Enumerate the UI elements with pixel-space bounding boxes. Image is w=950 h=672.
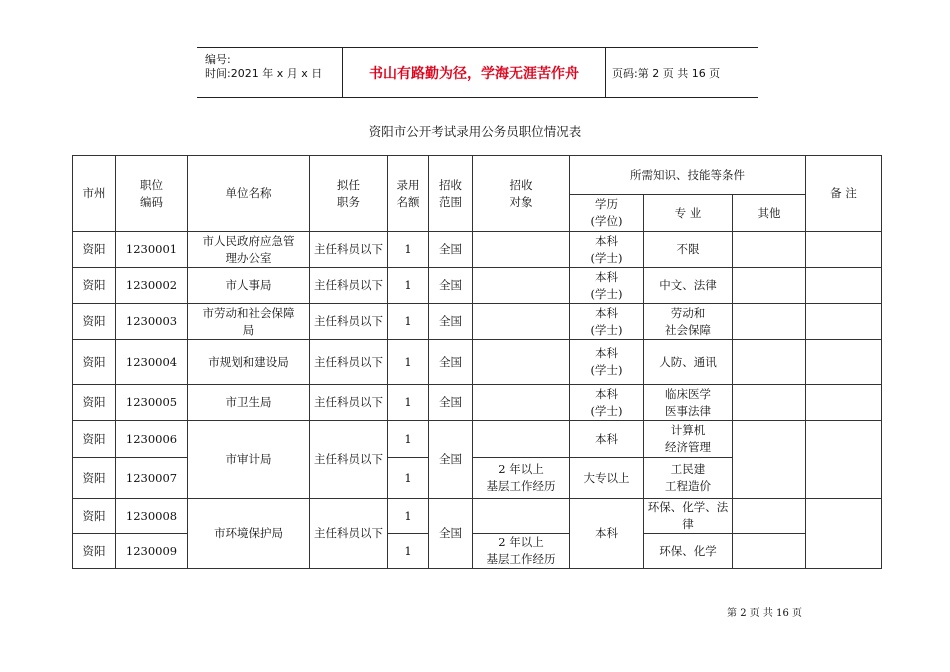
table-cell: 1230007 — [116, 458, 188, 499]
col-city: 市州 — [73, 156, 116, 232]
col-post: 拟任 职务 — [310, 156, 388, 232]
document-header — [197, 47, 758, 98]
table-cell: 1 — [388, 458, 429, 499]
table-cell: 人防、通讯 — [644, 340, 733, 385]
col-code: 职位 编码 — [116, 156, 188, 232]
table-row — [73, 499, 882, 534]
table-row — [73, 385, 882, 421]
table-cell: 全国 — [429, 268, 473, 304]
table-cell — [473, 304, 570, 340]
table-cell: 2 年以上 基层工作经历 — [473, 458, 570, 499]
table-row — [73, 340, 882, 385]
table-cell — [473, 268, 570, 304]
table-cell: 中文、法律 — [644, 268, 733, 304]
col-scope: 招收 范围 — [429, 156, 473, 232]
table-cell: 本科 (学士) — [570, 340, 644, 385]
table-cell: 资阳 — [73, 458, 116, 499]
table-cell: 1 — [388, 340, 429, 385]
table-cell: 资阳 — [73, 232, 116, 268]
table-cell — [733, 534, 806, 569]
table-cell: 主任科员以下 — [310, 421, 388, 499]
table-cell: 环保、化学 — [644, 534, 733, 569]
table-cell: 环保、化学、法律 — [644, 499, 733, 534]
table-cell: 临床医学 医事法律 — [644, 385, 733, 421]
page-info: 页码:第 2 页 共 16 页 — [612, 66, 721, 80]
col-remarks: 备 注 — [806, 156, 882, 232]
table-cell: 1230008 — [116, 499, 188, 534]
table-title: 资阳市公开考试录用公务员职位情况表 — [368, 124, 582, 139]
table-cell: 市人民政府应急管 理办公室 — [188, 232, 310, 268]
table-cell — [733, 268, 806, 304]
table-cell — [473, 499, 570, 534]
col-other: 其他 — [733, 195, 806, 232]
table-cell — [733, 421, 806, 499]
table-cell: 市环境保护局 — [188, 499, 310, 569]
table-cell: 1 — [388, 385, 429, 421]
table-cell — [733, 385, 806, 421]
table-cell: 全国 — [429, 421, 473, 499]
table-cell — [733, 304, 806, 340]
table-cell: 1 — [388, 232, 429, 268]
table-cell: 1230003 — [116, 304, 188, 340]
table-cell: 资阳 — [73, 499, 116, 534]
table-cell: 市人事局 — [188, 268, 310, 304]
col-major: 专 业 — [644, 195, 733, 232]
positions-table — [72, 155, 882, 569]
table-cell: 全国 — [429, 232, 473, 268]
table-cell: 1230001 — [116, 232, 188, 268]
table-cell: 本科 — [570, 421, 644, 458]
table-cell: 资阳 — [73, 304, 116, 340]
table-cell: 资阳 — [73, 385, 116, 421]
table-cell: 本科 (学士) — [570, 232, 644, 268]
table-cell — [806, 421, 882, 499]
time-label: 时间:2021 年 x 月 x 日 — [205, 67, 323, 80]
table-cell: 大专以上 — [570, 458, 644, 499]
table-cell — [733, 499, 806, 534]
table-cell: 1 — [388, 499, 429, 534]
table-cell: 计算机 经济管理 — [644, 421, 733, 458]
table-cell: 全国 — [429, 385, 473, 421]
table-cell: 本科 (学士) — [570, 268, 644, 304]
table-cell: 1230005 — [116, 385, 188, 421]
table-cell: 不限 — [644, 232, 733, 268]
table-cell — [473, 421, 570, 458]
table-cell: 主任科员以下 — [310, 304, 388, 340]
table-cell: 资阳 — [73, 268, 116, 304]
table-cell: 市审计局 — [188, 421, 310, 499]
table-cell: 1230006 — [116, 421, 188, 458]
table-cell: 市规划和建设局 — [188, 340, 310, 385]
table-cell — [733, 232, 806, 268]
table-cell: 资阳 — [73, 340, 116, 385]
table-cell — [473, 385, 570, 421]
table-row — [73, 304, 882, 340]
page-footer: 第 2 页 共 16 页 — [727, 608, 802, 619]
table-row — [73, 268, 882, 304]
table-cell: 主任科员以下 — [310, 499, 388, 569]
table-cell — [733, 340, 806, 385]
col-target: 招收 对象 — [473, 156, 570, 232]
table-cell: 资阳 — [73, 534, 116, 569]
table-cell: 1230009 — [116, 534, 188, 569]
col-conditions: 所需知识、技能等条件 — [570, 156, 806, 195]
table-cell — [806, 304, 882, 340]
col-quota: 录用 名额 — [388, 156, 429, 232]
table-cell: 主任科员以下 — [310, 268, 388, 304]
table-cell: 1 — [388, 421, 429, 458]
table-cell: 主任科员以下 — [310, 232, 388, 268]
table-cell: 劳动和 社会保障 — [644, 304, 733, 340]
col-unit: 单位名称 — [188, 156, 310, 232]
table-cell — [473, 232, 570, 268]
table-cell: 1 — [388, 534, 429, 569]
table-cell — [806, 340, 882, 385]
table-cell — [806, 268, 882, 304]
number-label: 编号: — [205, 53, 231, 66]
table-cell: 资阳 — [73, 421, 116, 458]
table-cell: 1 — [388, 304, 429, 340]
table-row — [73, 232, 882, 268]
table-cell: 主任科员以下 — [310, 385, 388, 421]
table-cell — [473, 340, 570, 385]
table-row — [73, 421, 882, 458]
table-cell — [806, 499, 882, 569]
table-cell: 1230004 — [116, 340, 188, 385]
table-cell: 全国 — [429, 304, 473, 340]
table-cell: 全国 — [429, 340, 473, 385]
table-cell: 市卫生局 — [188, 385, 310, 421]
motto: 书山有路勤为径，学海无涯苦作舟 — [343, 48, 606, 97]
header-meta — [197, 48, 343, 97]
table-cell: 1230002 — [116, 268, 188, 304]
table-cell: 本科 (学士) — [570, 385, 644, 421]
table-cell: 2 年以上 基层工作经历 — [473, 534, 570, 569]
table-cell: 本科 — [570, 499, 644, 569]
table-cell — [806, 385, 882, 421]
table-cell: 1 — [388, 268, 429, 304]
table-cell — [806, 232, 882, 268]
table-cell: 工民建 工程造价 — [644, 458, 733, 499]
col-education: 学历 (学位) — [570, 195, 644, 232]
table-cell: 主任科员以下 — [310, 340, 388, 385]
table-cell: 全国 — [429, 499, 473, 569]
table-cell: 本科 (学士) — [570, 304, 644, 340]
table-cell: 市劳动和社会保障 局 — [188, 304, 310, 340]
